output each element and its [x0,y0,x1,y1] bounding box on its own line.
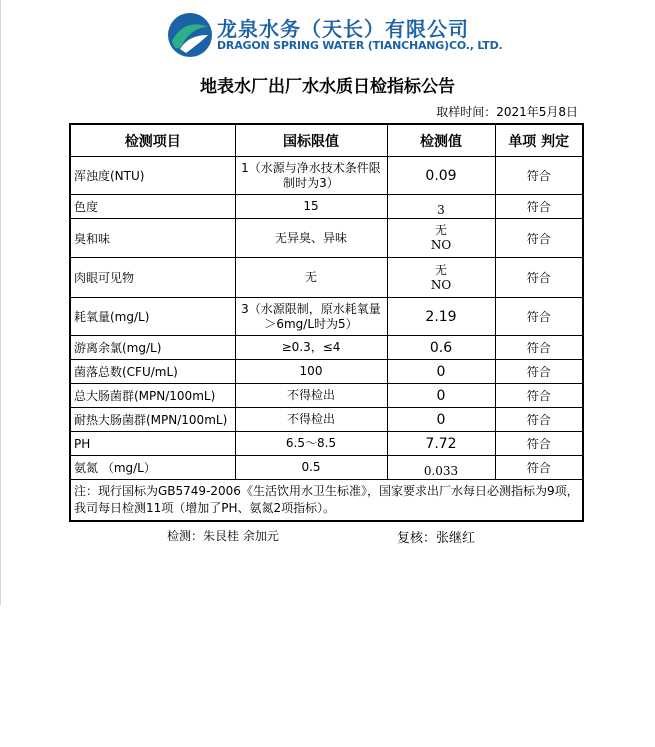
table-row [70,298,583,336]
row-value: 3 [387,195,495,219]
row-judge: 符合 [495,384,583,408]
table-header-row [70,124,583,157]
company-header [0,8,655,60]
row-limit: 6.5～8.5 [235,432,387,456]
row-value-en: NO [430,277,452,292]
row-limit: 0.5 [235,456,387,480]
row-value: 2.19 [387,298,495,336]
row-judge: 符合 [495,432,583,456]
table-row [70,219,583,258]
row-value [387,219,495,258]
row-value-en: NO [430,238,452,252]
row-value: 0.09 [387,157,495,195]
row-limit: 无 [235,258,387,298]
row-limit: 不得检出 [235,384,387,408]
row-judge: 符合 [495,157,583,195]
table-note-row [70,480,583,522]
inspectors-signature: 检测：朱艮桂 余加元 [167,529,279,543]
row-item: 总大肠菌群(MPN/100mL) [70,384,235,408]
row-limit: ≥0.3，≤4 [235,336,387,360]
row-value: 0.033 [387,456,495,480]
row-judge: 符合 [495,408,583,432]
row-value: 0 [387,360,495,384]
row-value: 0.6 [387,336,495,360]
table-row [70,384,583,408]
row-limit: 不得检出 [235,408,387,432]
company-name-en: DRAGON SPRING WATER (TIANCHANG)CO., LTD. [217,39,503,52]
sample-time: 取样时间：2021年5月8日 [436,105,578,119]
row-limit: 3（水源限制，原水耗氧量＞6mg/L时为5） [235,298,387,336]
water-quality-table [69,123,584,522]
row-judge: 符合 [495,219,583,258]
row-item: 耗氧量(mg/L) [70,298,235,336]
company-logo-icon [166,11,214,59]
row-judge: 符合 [495,336,583,360]
row-judge: 符合 [495,360,583,384]
row-item: 氨氮 （mg/L） [70,456,235,480]
row-judge: 符合 [495,258,583,298]
row-item: 菌落总数(CFU/mL) [70,360,235,384]
row-value: 0 [387,384,495,408]
company-name-cn: 龙泉水务（天长）有限公司 [217,17,469,41]
column-header-limit: 国标限值 [235,124,387,157]
row-limit: 1（水源与净水技术条件限制时为3） [235,157,387,195]
row-limit: 100 [235,360,387,384]
row-limit: 无异臭、异味 [235,219,387,258]
row-judge: 符合 [495,195,583,219]
table-row [70,258,583,298]
table-row [70,336,583,360]
row-value: 0 [387,408,495,432]
table-row [70,195,583,219]
row-judge: 符合 [495,456,583,480]
table-row [70,432,583,456]
table-row [70,360,583,384]
row-item: PH [70,432,235,456]
row-item: 游离余氯(mg/L) [70,336,235,360]
row-item: 肉眼可见物 [70,258,235,298]
table-note: 注：现行国标为GB5749-2006《生活饮用水卫生标准》，国家要求出厂水每日必测指标为9项，我司每日检测11项（增加了PH、氨氮2项指标）。 [70,480,583,522]
row-value [387,258,495,298]
row-value-cn: 无 [434,223,447,237]
row-value: 7.72 [387,432,495,456]
row-item: 耐热大肠菌群(MPN/100mL) [70,408,235,432]
row-item: 浑浊度(NTU) [70,157,235,195]
row-limit: 15 [235,195,387,219]
reviewer-signature: 复核：张继红 [397,531,476,546]
table-row [70,456,583,480]
table-row [70,157,583,195]
row-item: 色度 [70,195,235,219]
column-header-judge: 单项 判定 [495,124,583,157]
column-header-item: 检测项目 [70,124,235,157]
table-row [70,408,583,432]
row-judge: 符合 [495,298,583,336]
row-value-cn: 无 [434,262,447,277]
row-item: 臭和味 [70,219,235,258]
page-title: 地表水厂出厂水水质日检指标公告 [200,77,455,97]
column-header-value: 检测值 [387,124,495,157]
